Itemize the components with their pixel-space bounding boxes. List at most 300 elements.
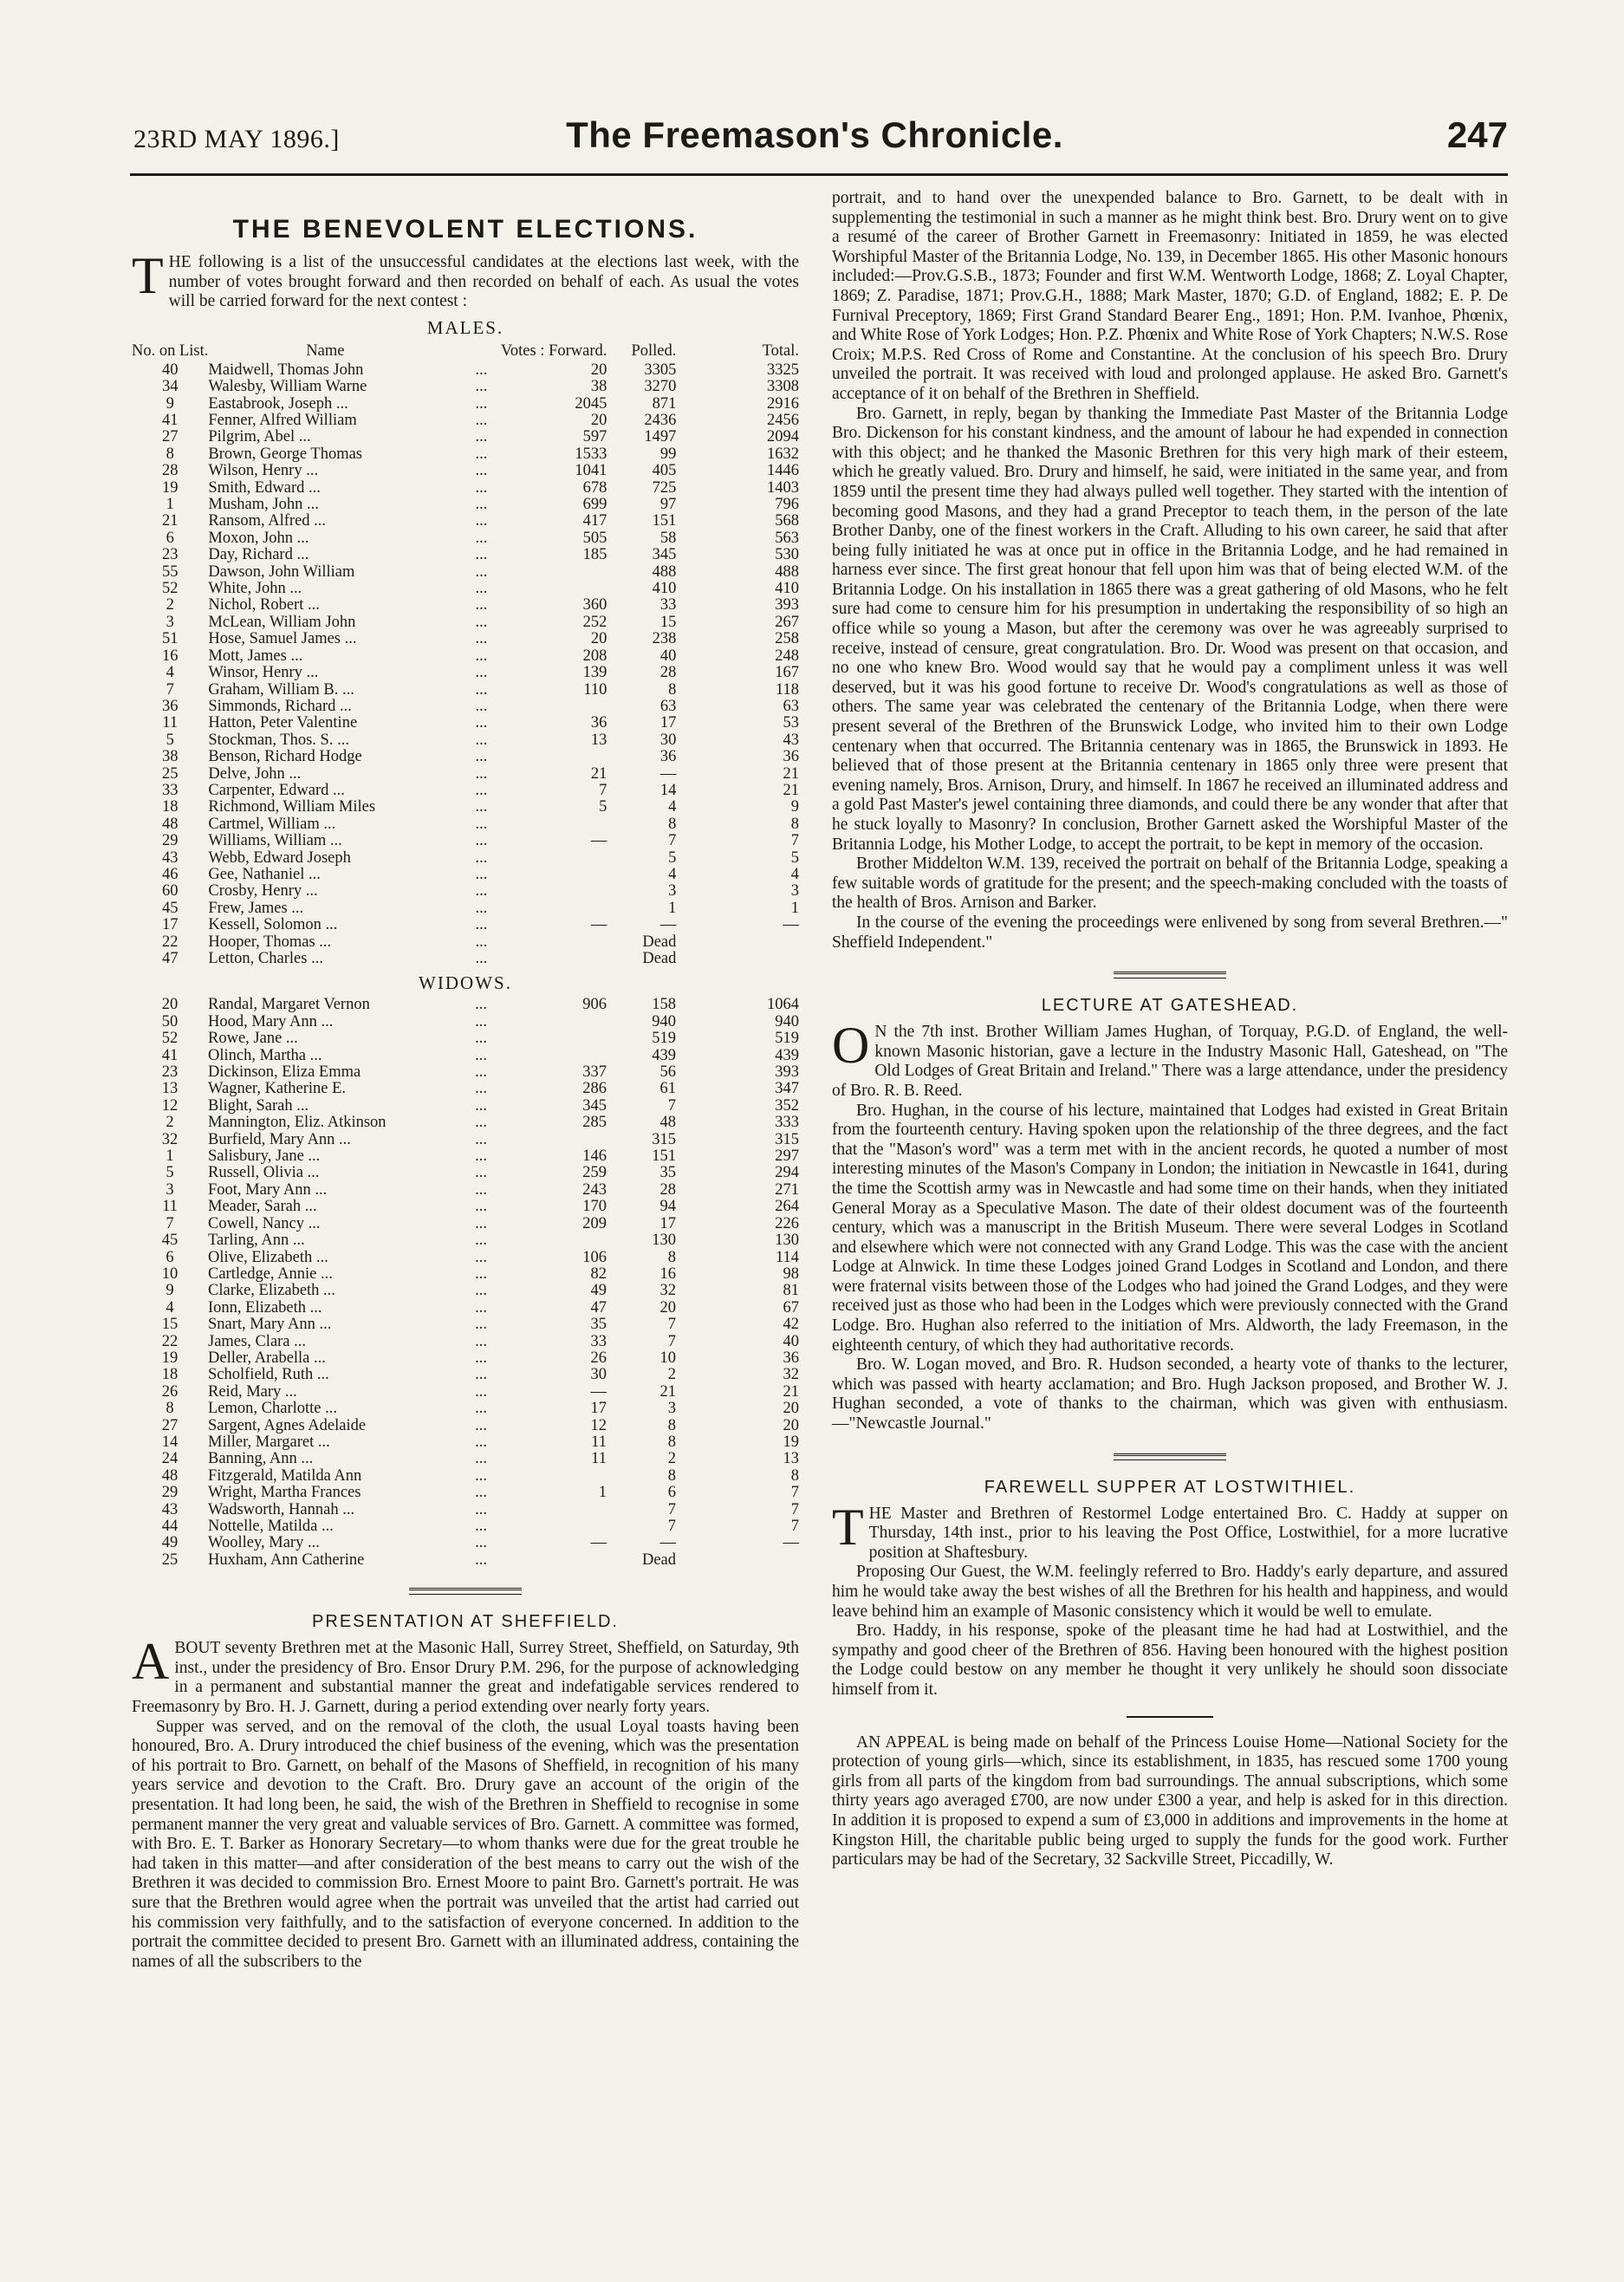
votes-total: 8 <box>790 1466 799 1485</box>
leader-dots: ... <box>475 1366 487 1384</box>
leader-dots: ... <box>475 848 488 867</box>
list-number: 41 <box>161 1046 179 1064</box>
table-row <box>132 1115 799 1131</box>
candidate-name: Wadsworth, Hannah ... <box>208 1500 355 1518</box>
votes-polled: Dead <box>641 1551 676 1569</box>
table-row <box>132 1250 799 1266</box>
table-row <box>132 749 799 765</box>
list-number: 1 <box>166 1148 174 1166</box>
votes-forward: 20 <box>590 361 607 379</box>
table-row <box>132 480 799 497</box>
candidate-name: Gee, Nathaniel ... <box>208 865 321 883</box>
list-number: 55 <box>161 562 179 581</box>
table-row <box>132 1081 799 1097</box>
votes-total: 264 <box>775 1198 799 1216</box>
left-column <box>132 189 799 1972</box>
votes-forward: 26 <box>590 1349 607 1367</box>
leader-dots: ... <box>475 882 488 900</box>
votes-total <box>676 1552 799 1569</box>
votes-total: 63 <box>783 697 799 715</box>
votes-polled: 158 <box>652 996 676 1014</box>
list-number: 6 <box>166 529 174 547</box>
presentation-cont-para: portrait, and to hand over the unexpended balance to Bro. Garnett, to be dealt with in supplementing the testimonial in such a manner as he might think best. Bro. Drury went on to give a resumé of the career of Brother Garnett in Freemasonry: Initiated in 1859, he was elected Worshipful Master of the Britannia Lodge, No. 139, in December 1865. His other Masonic honours included:—Prov.G.S.B., 1873; Founder and first W.M. Wentworth Lodge, 1868; Z. Loyal Chapter, 1869; Z. Paradise, 1871; Prov.G.H., 1888; Mark Master, 1870; G.D. of England, 1882; E. P. De Furnival Preceptory, 1869; First Grand Standard Bearer Eng., 1891; Hon. P.M. Ivanhoe, Phœnix, and White Rose of York Lodges; Hon. P.Z. Phœnix and White Rose of York Chapters; N.W.S. Rose Croix; M.P.S. Red Cross of Rome and Constantine. At the conclusion of his speech Bro. Drury unveiled the portrait. It was received with loud and prolonged applause. He asked Bro. Garnett's acceptance of it on behalf of the Brethren in Sheffield. <box>832 189 1508 403</box>
farewell-para: Bro. Haddy, in his response, spoke of the pleasant time he had had at Lostwithiel, and the sympathy and good cheer of the Brethren of 856. Having been honoured with the highest position the Lodge could bestow on any member he thought it very unlikely he should soon dissociate himself from it. <box>832 1622 1508 1699</box>
votes-total <box>676 934 799 951</box>
leader-dots: ... <box>475 1382 487 1401</box>
list-number: 15 <box>161 1316 179 1334</box>
males-rows <box>132 362 799 968</box>
farewell-heading: FAREWELL SUPPER AT LOSTWITHIEL. <box>984 1477 1356 1497</box>
votes-polled: 99 <box>659 445 677 463</box>
votes-forward: 259 <box>582 1164 607 1182</box>
votes-total: — <box>783 1534 799 1552</box>
candidate-name: Deller, Arabella ... <box>208 1349 326 1367</box>
votes-total: 5 <box>790 848 799 867</box>
votes-polled: 40 <box>659 647 677 665</box>
leader-dots: ... <box>475 1518 487 1535</box>
candidate-name: Webb, Edward Joseph <box>208 848 351 867</box>
votes-forward: 337 <box>582 1063 607 1082</box>
votes-polled: 97 <box>659 496 677 514</box>
leader-dots: ... <box>475 1450 487 1468</box>
leader-dots: ... <box>475 1332 487 1350</box>
leader-dots: ... <box>475 1416 487 1434</box>
candidate-name: Dawson, John William <box>208 562 355 581</box>
leader-dots: ... <box>475 378 488 396</box>
table-row <box>132 699 799 715</box>
candidate-name: Nichol, Robert ... <box>208 596 320 614</box>
votes-forward <box>520 1232 607 1249</box>
leader-dots: ... <box>475 1298 487 1317</box>
votes-forward <box>520 850 607 867</box>
votes-total: 43 <box>783 731 799 749</box>
list-number: 11 <box>162 1198 178 1216</box>
list-number: 6 <box>166 1248 174 1266</box>
col-no: No. on List. <box>132 342 209 361</box>
page-number: 247 <box>1446 114 1508 155</box>
candidate-name: Graham, William B. ... <box>208 680 354 699</box>
votes-polled: 94 <box>659 1198 676 1216</box>
candidate-name: Eastabrook, Joseph ... <box>208 394 348 413</box>
candidate-name: Kessell, Solomon ... <box>208 916 338 934</box>
table-row <box>132 732 799 749</box>
votes-total: 410 <box>775 580 799 598</box>
votes-polled: 151 <box>652 512 677 530</box>
candidate-name: Williams, William ... <box>208 832 342 850</box>
candidate-name: James, Clara ... <box>208 1332 307 1350</box>
list-number: 20 <box>161 996 179 1014</box>
votes-polled: 2 <box>667 1450 676 1468</box>
votes-polled: 58 <box>659 529 677 547</box>
leader-dots: ... <box>475 1080 487 1098</box>
votes-polled: 16 <box>659 1265 676 1283</box>
votes-polled: 405 <box>652 462 677 480</box>
votes-forward <box>520 1048 607 1064</box>
table-row <box>132 682 799 699</box>
masthead-rule <box>130 173 1508 176</box>
votes-forward: 699 <box>582 496 607 514</box>
table-row <box>132 799 799 816</box>
candidate-name: Reid, Mary ... <box>208 1382 297 1401</box>
votes-total: 21 <box>783 1382 799 1401</box>
votes-total: 258 <box>775 630 799 648</box>
candidate-name: Mannington, Eliz. Atkinson <box>208 1114 387 1132</box>
leader-dots: ... <box>475 1248 487 1266</box>
list-number: 22 <box>161 933 179 951</box>
votes-polled: 439 <box>652 1046 676 1064</box>
list-number: 47 <box>161 950 179 967</box>
table-row <box>132 379 799 395</box>
votes-total: 36 <box>783 748 799 766</box>
list-number: 60 <box>161 882 179 900</box>
list-number: 3 <box>166 613 174 631</box>
votes-polled: 36 <box>659 748 677 766</box>
candidate-name: Benson, Richard Hodge <box>208 748 362 766</box>
list-number: 48 <box>161 1466 179 1485</box>
votes-polled: — <box>659 1534 676 1552</box>
table-row <box>132 1317 799 1333</box>
table-row <box>132 1401 799 1417</box>
list-number: 33 <box>161 781 179 799</box>
votes-total: 53 <box>783 714 799 732</box>
votes-polled: 8 <box>668 680 677 699</box>
candidate-name: Rowe, Jane ... <box>208 1030 298 1048</box>
votes-forward: 36 <box>590 714 607 732</box>
list-number: 10 <box>161 1265 179 1283</box>
votes-forward: 1533 <box>575 445 607 463</box>
list-number: 18 <box>161 798 179 816</box>
table-row <box>132 396 799 413</box>
lecture-para: Bro. Hughan, in the course of his lecture, maintained that Lodges had existed in Great Britain from the fourteenth century. Having spoken upon the relationship of the three degrees, and the fact that the "Mason's word" was a term met with in the ancient records, he quoted a number of most interesting minutes of the Mason's Company in London; the initiation in Newcastle in 1641, during the time the Scottish army was in Newcastle and had some time on their hands, when they initiated General Moray as a Speculative Mason. The date of their oldest document was of the fourteenth century, which was a manuscript in the British Museum. There were several Lodges in Scotland and elsewhere which were not connected with any Grand Lodge. This was the case with the ancient Lodge at Alnwick. In time these Lodges joined Grand Lodges in Scotland and London, and there were fraternal visits between those of the Lodges who had joined the Grand Lodges, and they were received just as those who had been in the Lodges which were previously connected with the Grand Lodge. Bro. Hughan also referred to the initiation of Mrs. Aldworth, the lady Freemason, in the eighteenth century, of which they had authoritative records. <box>832 1101 1508 1355</box>
candidate-name: Wright, Martha Frances <box>208 1484 361 1502</box>
leader-dots: ... <box>475 996 487 1014</box>
votes-total: 347 <box>775 1080 799 1098</box>
votes-total: 118 <box>775 680 799 699</box>
right-column <box>832 189 1508 1870</box>
table-row <box>132 1098 799 1115</box>
list-number: 8 <box>166 445 174 463</box>
votes-polled: 7 <box>667 1316 676 1334</box>
votes-polled: 488 <box>652 562 677 581</box>
leader-dots: ... <box>475 899 488 917</box>
votes-forward: 139 <box>582 664 607 682</box>
votes-forward <box>520 564 607 581</box>
votes-polled: 6 <box>667 1484 676 1502</box>
leader-dots: ... <box>475 412 488 429</box>
votes-forward: 209 <box>582 1214 607 1232</box>
votes-forward: 17 <box>590 1400 607 1418</box>
table-row <box>132 1300 799 1317</box>
table-row <box>132 614 799 631</box>
leader-dots: ... <box>475 361 488 379</box>
list-number: 4 <box>166 664 174 682</box>
leader-dots: ... <box>475 562 488 581</box>
leader-dots: ... <box>475 462 488 480</box>
votes-total: 294 <box>775 1164 799 1182</box>
candidate-name: Brown, George Thomas <box>208 445 363 463</box>
votes-forward: 285 <box>582 1114 607 1132</box>
votes-total: 1632 <box>767 445 799 463</box>
votes-forward <box>520 1552 607 1569</box>
leader-dots: ... <box>475 1180 487 1199</box>
votes-total: 7 <box>790 1484 799 1502</box>
votes-forward <box>520 581 607 597</box>
table-row <box>132 1350 799 1367</box>
votes-polled: 14 <box>659 781 677 799</box>
votes-polled: 7 <box>667 1518 676 1535</box>
candidate-name: Cartmel, William ... <box>208 815 336 833</box>
votes-forward <box>520 816 607 833</box>
votes-polled: 1497 <box>644 428 677 446</box>
candidate-name: Crosby, Henry ... <box>208 882 318 900</box>
list-number: 27 <box>161 428 179 446</box>
votes-forward: 38 <box>590 378 607 396</box>
candidate-name: Ransom, Alfred ... <box>208 512 327 530</box>
candidate-name: Moxon, John ... <box>208 529 309 547</box>
list-number: 51 <box>161 630 179 648</box>
table-row <box>132 1502 799 1518</box>
votes-total: 248 <box>775 647 799 665</box>
widows-table <box>132 997 799 1569</box>
candidate-name: Olinch, Martha ... <box>208 1046 322 1064</box>
leader-dots: ... <box>475 428 488 446</box>
leader-dots: ... <box>475 647 488 665</box>
table-row <box>132 1418 799 1434</box>
table-row <box>132 1232 799 1249</box>
table-row <box>132 1283 799 1299</box>
votes-total: 315 <box>775 1130 799 1148</box>
votes-polled: 17 <box>659 1214 676 1232</box>
leader-dots: ... <box>475 1433 487 1451</box>
leader-dots: ... <box>475 714 488 732</box>
votes-total: 267 <box>775 613 799 631</box>
leader-dots: ... <box>475 529 488 547</box>
list-number: 23 <box>161 546 179 564</box>
list-number: 2 <box>166 596 174 614</box>
col-name: Name <box>306 342 345 361</box>
votes-forward: 11 <box>591 1450 607 1468</box>
votes-polled: 8 <box>667 1433 676 1451</box>
table-row <box>132 597 799 614</box>
dropcap: T <box>132 247 164 304</box>
votes-polled: 20 <box>659 1298 676 1317</box>
candidate-name: Banning, Ann ... <box>208 1450 314 1468</box>
list-number: 7 <box>166 680 174 699</box>
leader-dots: ... <box>475 950 488 967</box>
list-number: 3 <box>166 1180 174 1199</box>
votes-polled: 238 <box>652 630 677 648</box>
votes-forward: 82 <box>590 1265 607 1283</box>
leader-dots: ... <box>475 1400 487 1418</box>
leader-dots: ... <box>475 933 488 951</box>
votes-total: 36 <box>783 1349 799 1367</box>
votes-forward <box>520 1468 607 1485</box>
table-row <box>132 564 799 581</box>
candidate-name: Ionn, Elizabeth ... <box>208 1298 322 1317</box>
list-number: 26 <box>161 1382 179 1401</box>
list-number: 9 <box>166 1282 174 1300</box>
list-number: 8 <box>166 1400 174 1418</box>
table-row <box>132 1014 799 1030</box>
table-row <box>132 1148 799 1165</box>
candidate-name: Stockman, Thos. S. ... <box>208 731 349 749</box>
list-number: 44 <box>161 1518 179 1535</box>
candidate-name: Day, Richard ... <box>208 546 309 564</box>
benevolent-heading: THE BENEVOLENT ELECTIONS. <box>232 215 698 244</box>
list-number: 16 <box>161 647 179 665</box>
list-number: 43 <box>161 1500 179 1518</box>
lecture-para: O N the 7th inst. Brother William James Hughan, of Torquay, P.G.D. of England, the well-known Masonic historian, gave a lecture in the Industry Masonic Hall, Gateshead, on "The Old Lodges of Great Britain and Ireland." There was a large attendance, under the presidency of Bro. R. B. Reed. <box>832 1017 1508 1100</box>
table-row <box>132 513 799 530</box>
leader-dots: ... <box>475 630 488 648</box>
list-number: 48 <box>161 815 179 833</box>
table-row <box>132 631 799 647</box>
votes-polled: 4 <box>668 798 677 816</box>
table-row <box>132 547 799 563</box>
table-row <box>132 1367 799 1383</box>
votes-polled: 7 <box>667 1500 676 1518</box>
table-row <box>132 1434 799 1451</box>
table-row <box>132 463 799 479</box>
leader-dots: ... <box>475 580 488 598</box>
votes-forward <box>520 1014 607 1030</box>
table-row <box>132 850 799 867</box>
votes-forward: 1041 <box>575 462 607 480</box>
table-row <box>132 1165 799 1181</box>
votes-polled: 10 <box>659 1349 676 1367</box>
candidate-name: White, John ... <box>208 580 302 598</box>
votes-total: 3325 <box>767 361 799 379</box>
table-row <box>132 446 799 463</box>
table-row <box>132 1451 799 1467</box>
table-row <box>132 1485 799 1501</box>
votes-total: 167 <box>775 664 799 682</box>
section-divider <box>1114 1453 1226 1460</box>
leader-dots: ... <box>475 781 488 799</box>
votes-polled: 7 <box>667 1096 676 1115</box>
candidate-name: Letton, Charles ... <box>208 950 323 967</box>
votes-polled: 33 <box>659 596 677 614</box>
votes-total: 297 <box>775 1148 799 1166</box>
leader-dots: ... <box>475 1114 487 1132</box>
votes-forward: 505 <box>582 529 607 547</box>
list-number: 52 <box>161 580 179 598</box>
candidate-name: Hose, Samuel James ... <box>208 630 357 648</box>
votes-polled: Dead <box>642 950 677 967</box>
table-row <box>132 934 799 951</box>
benevolent-intro: THE following is a list of the unsuccessful candidates at the elections last week, with the number of votes brought forward and then recorded on behalf of each. As usual the votes will be carried forward for the next contest : <box>132 247 799 311</box>
candidate-name: Wilson, Henry ... <box>208 462 319 480</box>
votes-polled: 8 <box>667 1248 676 1266</box>
candidate-name: Snart, Mary Ann ... <box>208 1316 332 1334</box>
leader-dots: ... <box>475 1063 487 1082</box>
votes-forward: 35 <box>590 1316 607 1334</box>
table-row <box>132 1468 799 1485</box>
votes-forward <box>520 1518 607 1535</box>
candidate-name: McLean, William John <box>208 613 356 631</box>
list-number: 49 <box>161 1534 179 1552</box>
votes-forward: 345 <box>582 1096 607 1115</box>
widows-rows <box>132 997 799 1569</box>
list-number: 13 <box>161 1080 179 1098</box>
candidate-name: Winsor, Henry ... <box>208 664 319 682</box>
list-number: 7 <box>166 1214 174 1232</box>
votes-forward: 11 <box>591 1433 607 1451</box>
dropcap: T <box>832 1498 864 1556</box>
votes-polled: 871 <box>652 394 677 413</box>
leader-dots: ... <box>475 1164 487 1182</box>
presentation-cont-para: Brother Middelton W.M. 139, received the portrait on behalf of the Britannia Lodge, speaking a few suitable words of gratitude for the present; and the speech-making concluded with the toasts of the health of Bros. Arnison and Barker. <box>832 855 1508 913</box>
leader-dots: ... <box>475 496 488 514</box>
candidate-name: Burfield, Mary Ann ... <box>208 1130 351 1148</box>
list-number: 14 <box>161 1433 179 1451</box>
farewell-para: THE Master and Brethren of Restormel Lodge entertained Bro. C. Haddy at supper on Thursday, 14th inst., prior to his leaving the Post Office, Lostwithiel, for a more lucrative position at Shaftesbury. <box>832 1498 1508 1562</box>
votes-forward: 20 <box>590 412 607 429</box>
votes-forward: 208 <box>582 647 607 665</box>
list-number: 2 <box>166 1114 174 1132</box>
table-row <box>132 1334 799 1350</box>
leader-dots: ... <box>475 394 488 413</box>
table-row <box>132 1132 799 1148</box>
table-row <box>132 581 799 597</box>
table-row <box>132 997 799 1013</box>
table-row <box>132 715 799 731</box>
list-number: 23 <box>161 1063 179 1082</box>
table-row <box>132 917 799 933</box>
candidate-name: Meader, Sarah ... <box>208 1198 317 1216</box>
votes-forward <box>520 1502 607 1518</box>
votes-forward: 110 <box>583 680 607 699</box>
votes-total: 352 <box>775 1096 799 1115</box>
votes-total: 7 <box>790 1500 799 1518</box>
list-number: 29 <box>161 832 179 850</box>
list-number: 19 <box>161 1349 179 1367</box>
leader-dots: ... <box>475 1012 487 1030</box>
leader-dots: ... <box>475 1148 487 1166</box>
table-row <box>132 1266 799 1283</box>
votes-forward: — <box>590 916 607 934</box>
table-row <box>132 783 799 799</box>
candidate-name: Hood, Mary Ann ... <box>208 1012 334 1030</box>
votes-total: 393 <box>775 596 799 614</box>
leader-dots: ... <box>475 815 488 833</box>
votes-forward <box>520 934 607 951</box>
votes-total: 81 <box>783 1282 799 1300</box>
candidate-name: Sargent, Agnes Adelaide <box>208 1416 367 1434</box>
leader-dots: ... <box>475 1534 487 1552</box>
table-row <box>132 766 799 783</box>
votes-forward: — <box>590 1382 607 1401</box>
presentation-para: Supper was served, and on the removal of the cloth, the usual Loyal toasts having been honoured, Bro. A. Drury introduced the chief business of the evening, which was the presentation of his portrait to Bro. Garnett, on behalf of the Masons of Sheffield, in recognition of his many years service and devotion to the Craft. Bro. Drury gave an account of the origin of the presentation. It had long been, he said, the wish of the Brethren in Sheffield to recognise in some permanent manner the very great and valuable services of Bro. Garnett. A committee was formed, with Bro. E. T. Barker as Honorary Secretary—to whom thanks were due for the great trouble he had taken in this matter—and after consideration of the best means to carry out the wish of the Brethren it was decided to commission Bro. Ernest Moore to paint Bro. Garnett's portrait. He was sure that the Brethren would agree when the portrait was unveiled that the artist had carried out his commission very faithfully, and to the satisfaction of everyone concerned. In addition to the portrait the committee decided to present Bro. Garnett with an illuminated address, containing the names of all the subscribers to the <box>132 1717 799 1971</box>
list-number: 12 <box>161 1096 179 1115</box>
votes-polled: 519 <box>652 1030 676 1048</box>
votes-forward: 146 <box>582 1148 607 1166</box>
votes-total: 568 <box>775 512 799 530</box>
candidate-name: Fitzgerald, Matilda Ann <box>208 1466 362 1485</box>
votes-total: 20 <box>783 1416 799 1434</box>
votes-polled: 151 <box>652 1148 676 1166</box>
leader-dots: ... <box>475 1046 487 1064</box>
votes-total: 3308 <box>767 378 799 396</box>
table-row <box>132 1064 799 1081</box>
candidate-name: Richmond, William Miles <box>208 798 376 816</box>
votes-forward <box>520 951 607 967</box>
list-number: 17 <box>161 916 179 934</box>
votes-total: 130 <box>775 1232 799 1250</box>
votes-polled: 8 <box>667 1466 676 1485</box>
list-number: 22 <box>161 1332 179 1350</box>
leader-dots: ... <box>475 613 488 631</box>
